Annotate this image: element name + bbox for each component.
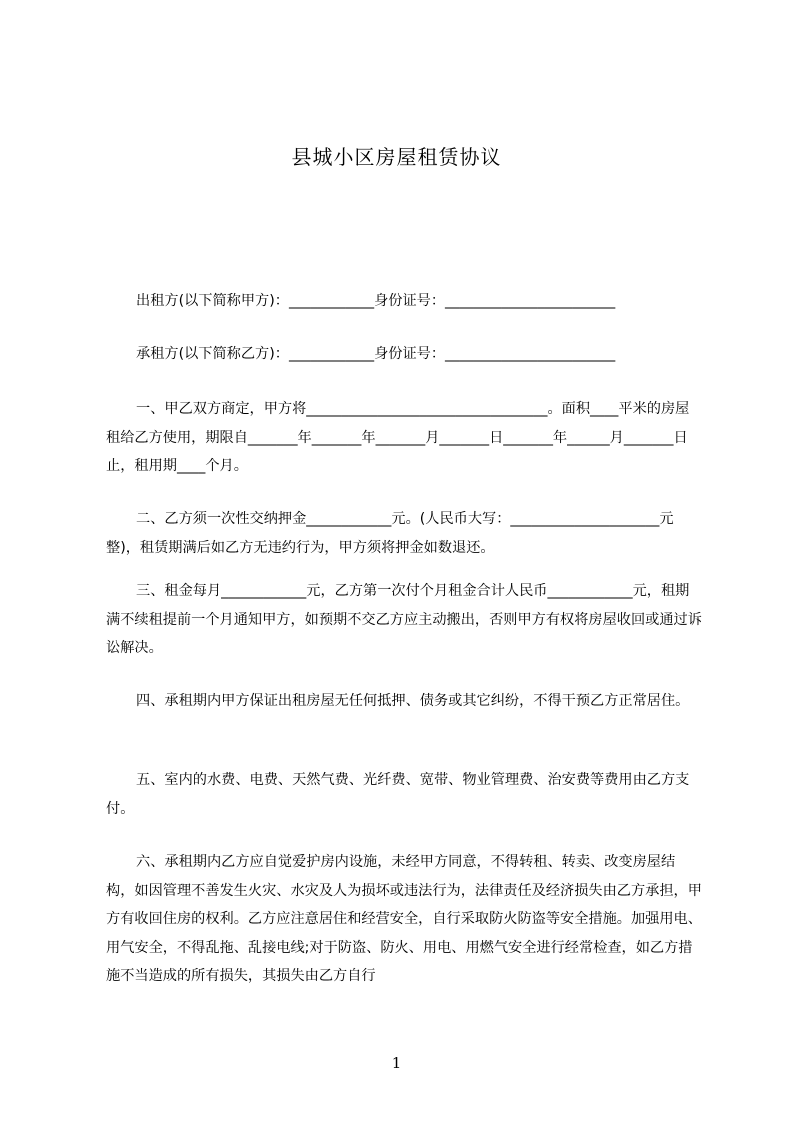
lessee-line: 承租方(以下简称乙方)：____________身份证号：________________________ bbox=[136, 346, 616, 362]
lessor-line: 出租方(以下简称甲方)：____________身份证号：________________________ bbox=[136, 293, 616, 309]
clause-6: 六、承租期内乙方应自觉爱护房内设施，未经甲方同意，不得转租、转卖、改变房屋结构，如因管理不善发生火灾、水灾及人为损坏或违法行为，法律责任及经济损失由乙方承担，甲方有收回住房的权利。乙方应注意居住和经营安全，自行采取防火防盗等安全措施。加强用电、用气安全，不得乱拖、乱接电线;对于防盗、防火、用电、用燃气安全进行经常检查，如乙方措施不当造成的所有损失，其损失由乙方自行 bbox=[106, 854, 702, 984]
clause-1: 一、甲乙双方商定，甲方将__________________________________。面积____平米的房屋租给乙方使用，期限自_______年_______年_______月_______日_______年______月_______日止，租用期____个月。 bbox=[106, 401, 690, 474]
clause-4: 四、承租期内甲方保证出租房屋无任何抵押、债务或其它纠纷，不得干预乙方正常居住。 bbox=[136, 693, 690, 709]
clause-3: 三、租金每月____________元，乙方第一次付个月租金合计人民币____________元，租期满不续租提前一个月通知甲方，如预期不交乙方应主动搬出，否则甲方有权将房屋收回或通过诉讼解决。 bbox=[106, 583, 702, 656]
page-number: 1 bbox=[391, 1054, 402, 1072]
clause-5: 五、室内的水费、电费、天然气费、光纤费、宽带、物业管理费、治安费等费用由乙方支付。 bbox=[106, 772, 690, 817]
document-title: 县城小区房屋租赁协议 bbox=[291, 145, 502, 169]
clause-2: 二、乙方须一次性交纳押金____________元。(人民币大写：_____________________元整)，租赁期满后如乙方无违约行为，甲方须将押金如数退还。 bbox=[106, 511, 674, 556]
